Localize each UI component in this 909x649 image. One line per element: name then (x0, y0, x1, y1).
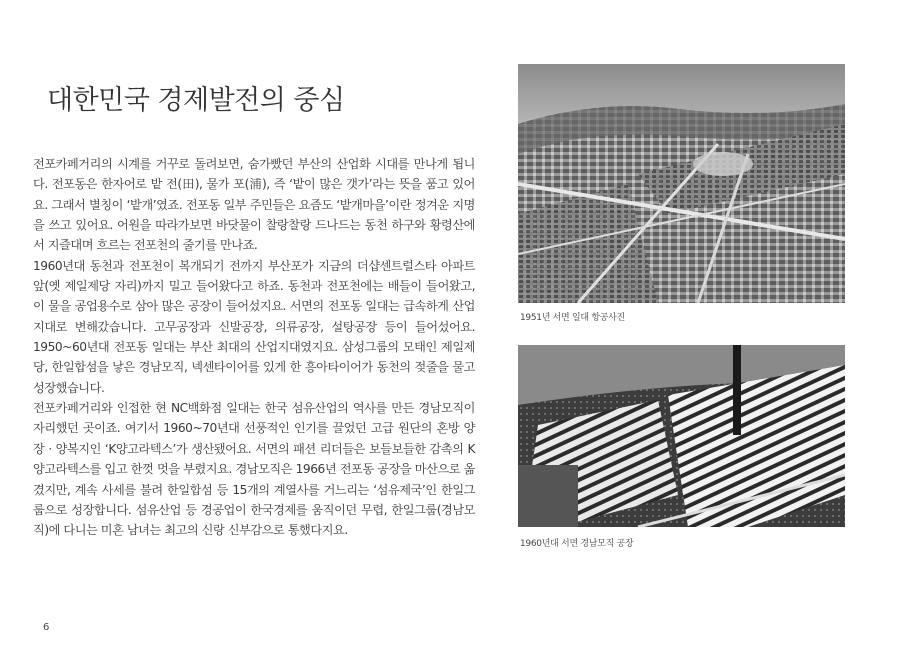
paragraph-3: 전포카페거리와 인접한 현 NC백화점 일대는 한국 섬유산업의 역사를 만든 경남모직이 자리했던 곳이죠. 여기서 1960~70년대 선풍적인 인기를 끌었던 고급 원단의 혼방 양장 · 양복지인 ‘K양고라텍스’가 생산됐어요. 서면의 패션 리더들은 보들보들한 감촉의 K양고라텍스를 입고 한껏 멋을 부렸지요. 경남모직은 1966년 전포동 공장을 마산으로 옮겼지만, 계속 사세를 불려 한일합섬 등 15개의 계열사를 거느리는 ‘섬유제국’인 한일그룹으로 성장합니다. 섬유산업 등 경공업이 한국경제를 움직이던 무렵, 한일그룹(경남모직)에 다니는 미혼 남녀는 최고의 신랑 신부감으로 통했다지요. (33, 401, 475, 538)
page-title: 대한민국 경제발전의 중심 (47, 85, 345, 116)
factory-photo-caption: 1960년대 서면 경남모직 공장 (520, 539, 634, 549)
body-text (33, 154, 475, 541)
page-number: 6 (43, 622, 50, 633)
aerial-photo-caption: 1951년 서면 일대 항공사진 (520, 313, 625, 323)
paragraph-1: 전포카페거리의 시계를 거꾸로 돌려보면, 숨가빴던 부산의 산업화 시대를 만나게 됩니다. 전포동은 한자어로 밭 전(田), 물가 포(浦), 즉 ‘밭이 많은 갯가’라는 뜻을 품고 있어요. 그래서 별칭이 ‘밭개’였죠. 전포동 일부 주민들은 요즘도 ‘밭개마을’이란 정겨운 지명을 쓰고 있어요. 어원을 따라가보면 바닷물이 찰랑찰랑 드나드는 동천 하구와 황령산에서 지즐대며 흐르는 전포천의 줄기를 만나죠. (33, 157, 475, 253)
aerial-photo (518, 64, 845, 303)
factory-photo (518, 345, 845, 527)
paragraph-2: 1960년대 동천과 전포천이 복개되기 전까지 부산포가 지금의 더샵센트럴스타 아파트 앞(옛 제일제당 자리)까지 밀고 들어왔다고 하죠. 동천과 전포천에는 배들이 들어왔고, 이 물을 공업용수로 삼아 많은 공장이 들어섰지요. 서면의 전포동 일대는 급속하게 산업지대로 변해갔습니다. 고무공장과 신발공장, 의류공장, 설탕공장 등이 들어섰어요. 1950~60년대 전포동 일대는 부산 최대의 산업지대였지요. 삼성그룹의 모태인 제일제당, 한일합섬을 낳은 경남모직, 넥센타이어를 있게 한 흥아타이어가 동천의 젖줄을 물고 성장했습니다. (33, 258, 475, 395)
